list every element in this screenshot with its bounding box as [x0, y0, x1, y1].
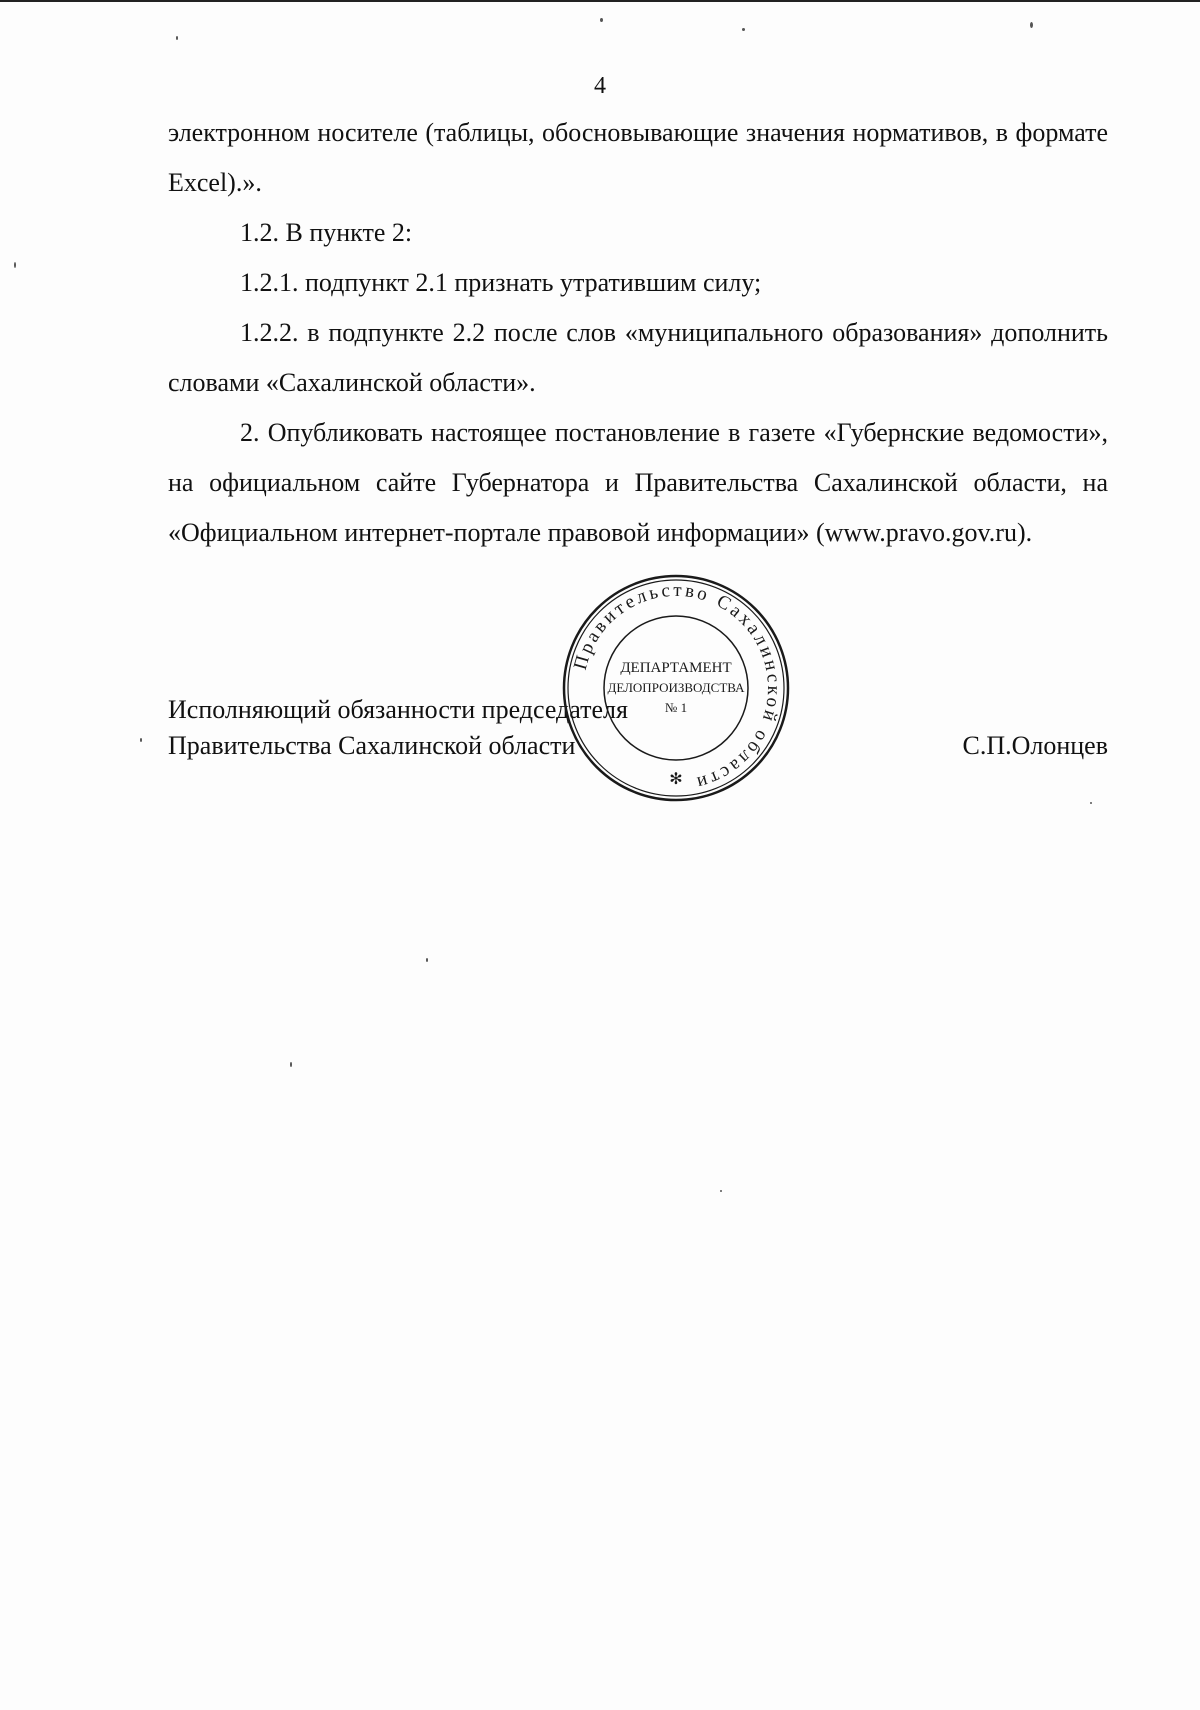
- scan-speck: [140, 738, 142, 742]
- seal-ring-text: Правительство Сахалинской области: [569, 579, 785, 795]
- signatory-position-line1: Исполняющий обязанности председателя: [168, 695, 628, 724]
- scan-speck: [1090, 802, 1092, 804]
- seal-center-line2: ДЕЛОПРОИЗВОДСТВА: [607, 680, 745, 695]
- seal-center-line3: № 1: [664, 700, 688, 715]
- paragraph-item-1-2: 1.2. В пункте 2:: [240, 218, 413, 247]
- paragraph-item-2: 2. Опубликовать настоящее постановление в газете «Губернские ведомости», на официальном сайте Губернатора и Правительства Сахалинской области, на «Официальном интернет-портале правовой информации» (www.pravo.gov.ru).: [168, 418, 1108, 547]
- document-body: [168, 108, 1108, 558]
- paragraph-continuation: электронном носителе (таблицы, обосновывающие значения нормативов, в формате Excel).».: [168, 118, 1108, 197]
- scan-speck: [1030, 22, 1033, 28]
- scan-speck: [600, 18, 603, 22]
- scan-speck: [426, 958, 428, 962]
- signatory-position-line2: Правительства Сахалинской области: [168, 731, 576, 760]
- scan-speck: [14, 262, 16, 268]
- signatory-name: С.П.Олонцев: [962, 731, 1108, 760]
- paragraph-item-1-2-1: 1.2.1. подпункт 2.1 признать утратившим силу;: [240, 268, 762, 297]
- paragraph-item-1-2-2: 1.2.2. в подпункте 2.2 после слов «муниципального образования» дополнить словами «Сахалинской области».: [168, 318, 1108, 397]
- official-seal: [560, 572, 792, 804]
- scan-speck: [720, 1190, 722, 1192]
- seal-star: ✻: [669, 771, 683, 788]
- scan-speck: [290, 1062, 292, 1067]
- scan-speck: [176, 36, 178, 40]
- seal-center-line1: ДЕПАРТАМЕНТ: [620, 660, 732, 676]
- scan-speck: [742, 28, 745, 31]
- scan-top-edge: [0, 0, 1200, 2]
- page-number: 4: [594, 73, 606, 99]
